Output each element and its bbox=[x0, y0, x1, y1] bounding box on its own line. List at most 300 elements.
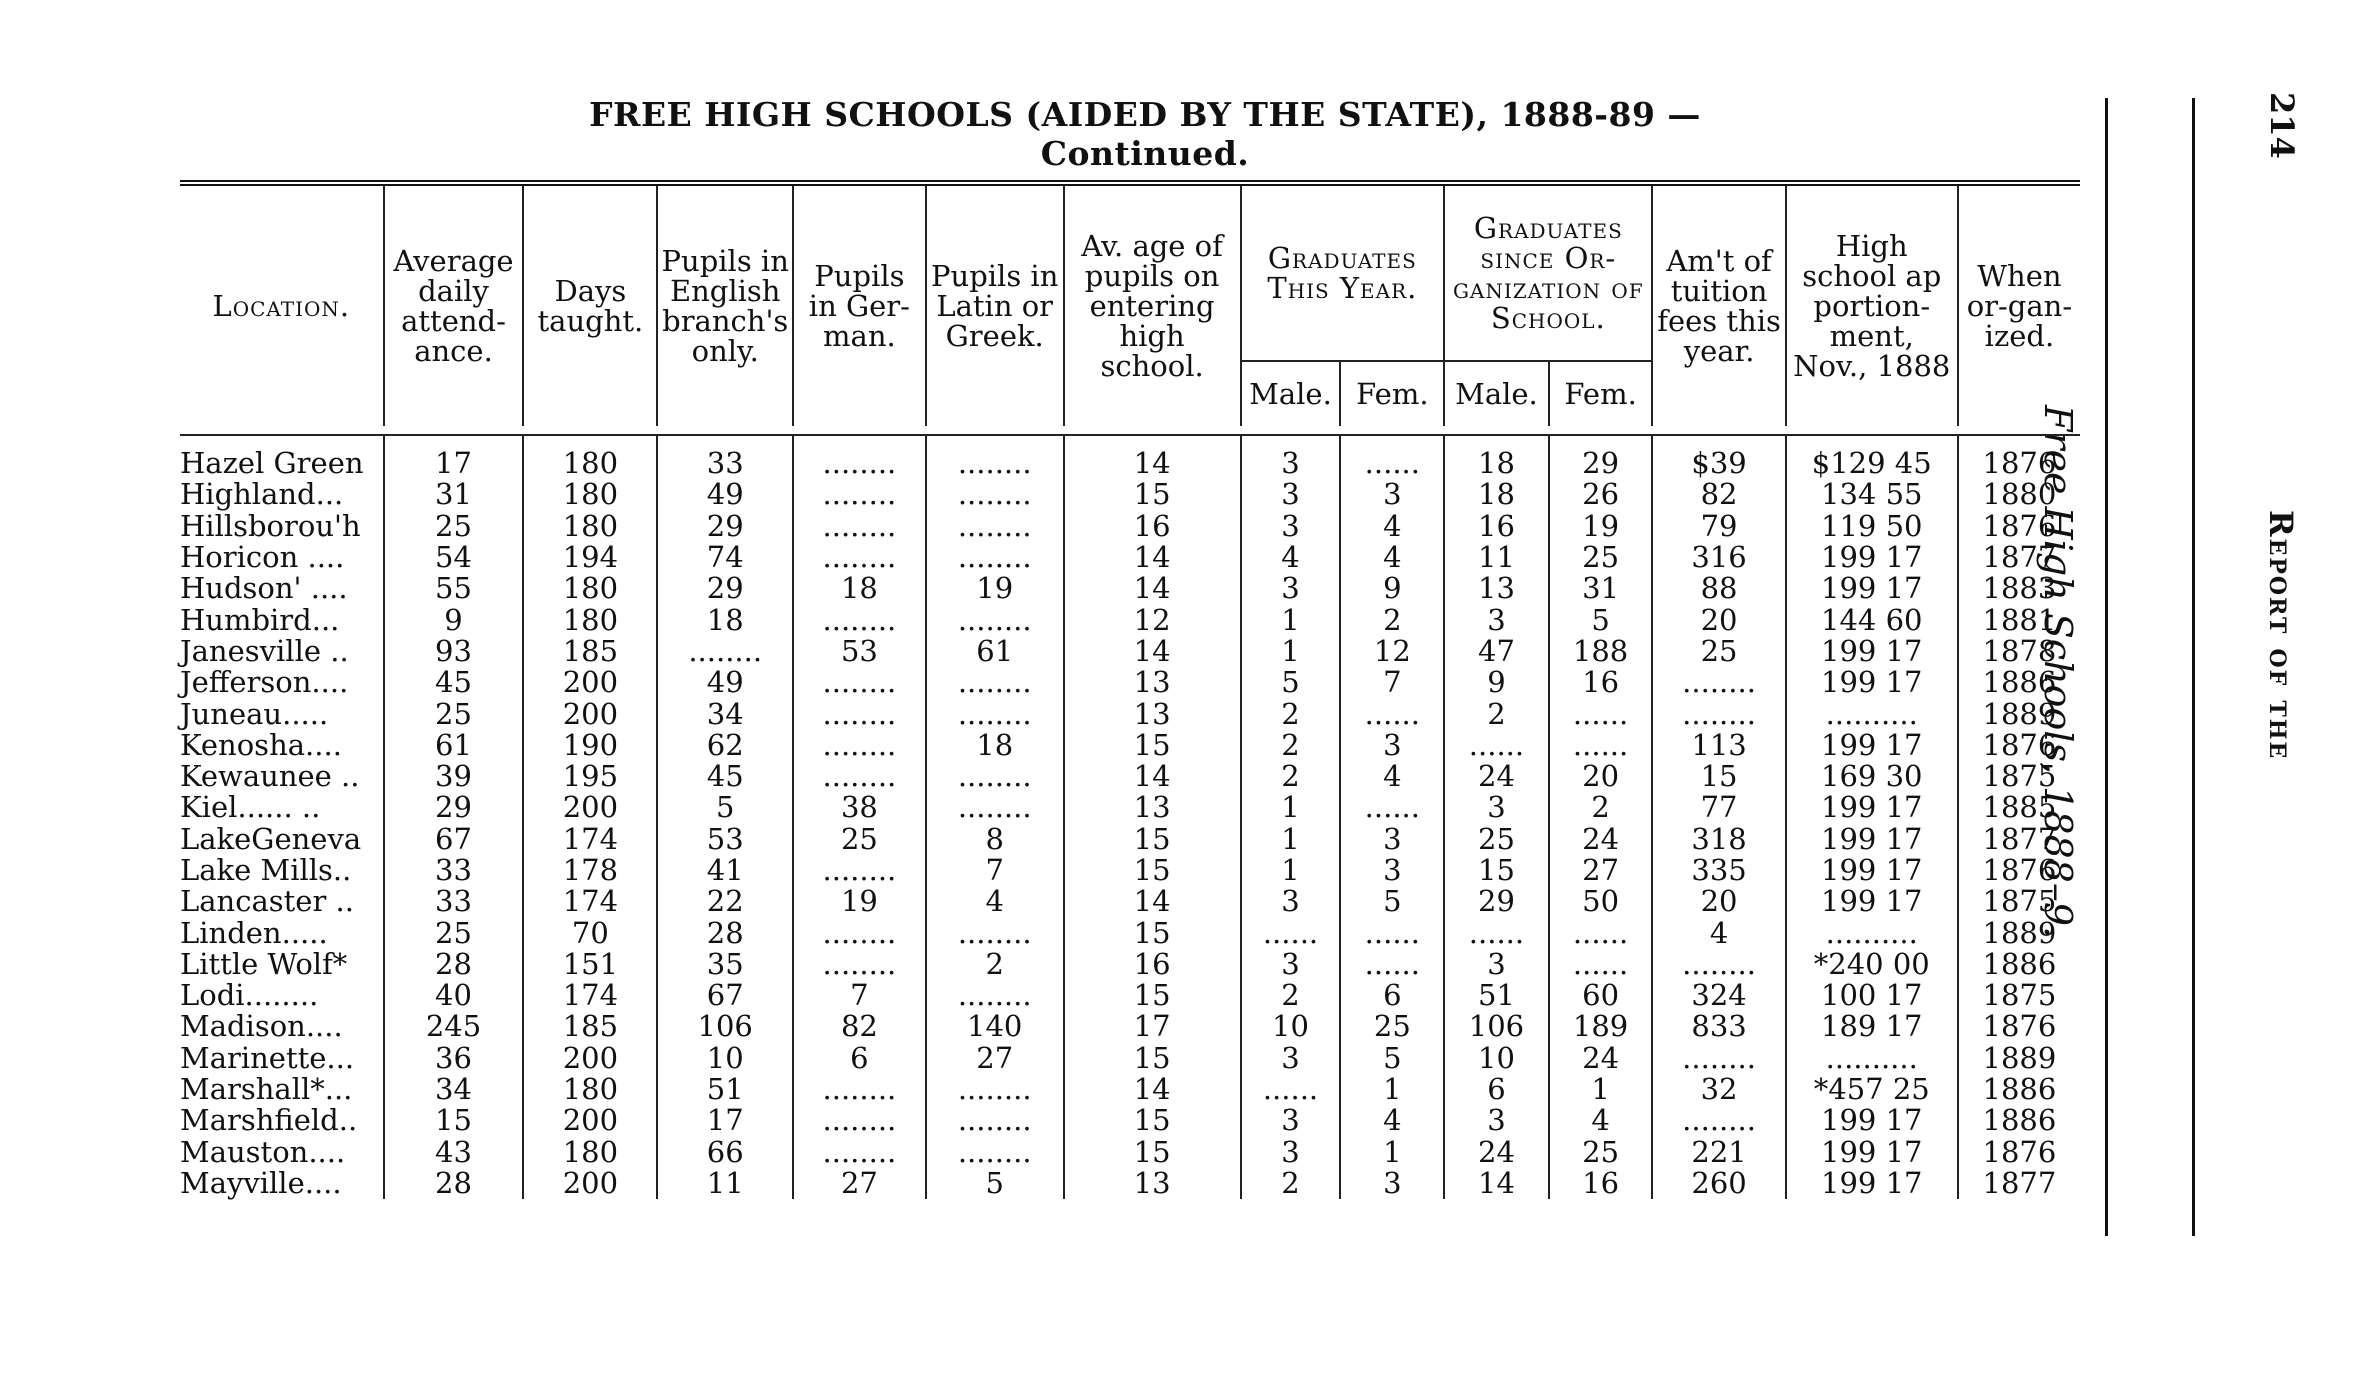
location-cell: Lancaster .. bbox=[180, 884, 354, 919]
tuition-cell: ........ bbox=[1652, 667, 1785, 698]
organized-cell: 1876 bbox=[1958, 1011, 2080, 1042]
since-fem-cell: 25 bbox=[1549, 542, 1653, 573]
organized-cell: 1883 bbox=[1958, 573, 2080, 604]
table-row bbox=[180, 1043, 2080, 1074]
grad-fem-cell: 2 bbox=[1340, 604, 1444, 635]
table-row bbox=[180, 855, 2080, 886]
since-male-cell: 6 bbox=[1444, 1074, 1549, 1105]
location-cell: Horicon .... bbox=[180, 540, 345, 575]
days-cell: 180 bbox=[523, 573, 657, 604]
table-row bbox=[180, 573, 2080, 604]
grad-fem-cell: 3 bbox=[1340, 1168, 1444, 1199]
apportionment-cell: *240 00 bbox=[1786, 949, 1958, 980]
grad-fem-cell: 4 bbox=[1340, 1105, 1444, 1136]
tuition-cell: 113 bbox=[1652, 730, 1785, 761]
german-cell: 53 bbox=[793, 636, 926, 667]
latin-cell: ........ bbox=[926, 542, 1064, 573]
attendance-cell: 29 bbox=[384, 792, 524, 823]
latin-cell: 18 bbox=[926, 730, 1064, 761]
since-fem-cell: 26 bbox=[1549, 479, 1653, 510]
grad-male-cell: 2 bbox=[1241, 698, 1341, 729]
english-cell: 45 bbox=[657, 761, 793, 792]
since-male-cell: 16 bbox=[1444, 511, 1549, 542]
since-fem-cell: ...... bbox=[1549, 698, 1653, 729]
grad-fem-cell: 4 bbox=[1340, 542, 1444, 573]
latin-cell: ........ bbox=[926, 1074, 1064, 1105]
german-cell: ........ bbox=[793, 604, 926, 635]
days-cell: 178 bbox=[523, 855, 657, 886]
english-cell: 34 bbox=[657, 698, 793, 729]
german-cell: ........ bbox=[793, 730, 926, 761]
english-cell: 10 bbox=[657, 1043, 793, 1074]
attendance-cell: 67 bbox=[384, 824, 524, 855]
age-cell: 12 bbox=[1064, 604, 1241, 635]
header-row bbox=[180, 183, 2080, 361]
english-pupils-header: Pupils in English branch's only. bbox=[657, 183, 793, 426]
attendance-cell: 15 bbox=[384, 1105, 524, 1136]
german-cell: 6 bbox=[793, 1043, 926, 1074]
attendance-cell: 31 bbox=[384, 479, 524, 510]
grad-fem-cell: 5 bbox=[1340, 886, 1444, 917]
organized-header: When or-gan-ized. bbox=[1958, 183, 2080, 426]
since-male-cell: ...... bbox=[1444, 917, 1549, 948]
english-cell: 106 bbox=[657, 1011, 793, 1042]
days-cell: 174 bbox=[523, 824, 657, 855]
days-cell: 174 bbox=[523, 980, 657, 1011]
latin-cell: ........ bbox=[926, 1137, 1064, 1168]
grad-fem-cell: 1 bbox=[1340, 1074, 1444, 1105]
german-cell: ........ bbox=[793, 1137, 926, 1168]
age-cell: 14 bbox=[1064, 542, 1241, 573]
grad-fem-cell: ...... bbox=[1340, 917, 1444, 948]
apportionment-cell: 199 17 bbox=[1786, 667, 1958, 698]
apportionment-cell: 199 17 bbox=[1786, 1105, 1958, 1136]
organized-cell: 1881 bbox=[1958, 604, 2080, 635]
since-male-cell: ...... bbox=[1444, 730, 1549, 761]
grad-fem-cell: 3 bbox=[1340, 479, 1444, 510]
grad-fem-cell: 5 bbox=[1340, 1043, 1444, 1074]
age-cell: 16 bbox=[1064, 511, 1241, 542]
organized-cell: 1886 bbox=[1958, 1074, 2080, 1105]
latin-cell: ........ bbox=[926, 479, 1064, 510]
age-cell: 15 bbox=[1064, 1043, 1241, 1074]
grad-fem-cell: 12 bbox=[1340, 636, 1444, 667]
age-cell: 15 bbox=[1064, 1105, 1241, 1136]
table-row bbox=[180, 604, 2080, 635]
location-cell: Little Wolf* bbox=[180, 946, 348, 981]
apportionment-cell: 199 17 bbox=[1786, 824, 1958, 855]
german-pupils-header: Pupils in Ger-man. bbox=[793, 183, 926, 426]
since-male-header: Male. bbox=[1444, 361, 1549, 426]
age-cell: 15 bbox=[1064, 730, 1241, 761]
latin-cell: 27 bbox=[926, 1043, 1064, 1074]
tuition-cell: ........ bbox=[1652, 698, 1785, 729]
grad-male-cell: 2 bbox=[1241, 761, 1341, 792]
days-cell: 185 bbox=[523, 636, 657, 667]
table-row bbox=[180, 1168, 2080, 1199]
attendance-cell: 34 bbox=[384, 1074, 524, 1105]
tuition-cell: 318 bbox=[1652, 824, 1785, 855]
since-fem-cell: 31 bbox=[1549, 573, 1653, 604]
days-cell: 180 bbox=[523, 1074, 657, 1105]
grad-male-cell: 10 bbox=[1241, 1011, 1341, 1042]
attendance-cell: 28 bbox=[384, 1168, 524, 1199]
table-row bbox=[180, 542, 2080, 573]
grad-fem-cell: 4 bbox=[1340, 761, 1444, 792]
attendance-cell: 39 bbox=[384, 761, 524, 792]
since-male-cell: 3 bbox=[1444, 1105, 1549, 1136]
german-cell: ........ bbox=[793, 917, 926, 948]
tuition-cell: 88 bbox=[1652, 573, 1785, 604]
german-cell: 38 bbox=[793, 792, 926, 823]
organized-cell: 1886 bbox=[1958, 949, 2080, 980]
latin-cell: 8 bbox=[926, 824, 1064, 855]
english-cell: 18 bbox=[657, 604, 793, 635]
since-male-cell: 24 bbox=[1444, 1137, 1549, 1168]
tuition-cell: ........ bbox=[1652, 1043, 1785, 1074]
days-taught-header: Days taught. bbox=[523, 183, 657, 426]
apportionment-cell: 199 17 bbox=[1786, 855, 1958, 886]
location-cell: Mayville.... bbox=[180, 1165, 342, 1200]
location-cell: Mauston.... bbox=[180, 1134, 346, 1169]
since-fem-cell: 16 bbox=[1549, 667, 1653, 698]
grad-fem-cell: 4 bbox=[1340, 511, 1444, 542]
organized-cell: 1889 bbox=[1958, 698, 2080, 729]
since-fem-cell: ...... bbox=[1549, 730, 1653, 761]
apportionment-cell: 100 17 bbox=[1786, 980, 1958, 1011]
apportionment-cell: 199 17 bbox=[1786, 1168, 1958, 1199]
grad-fem-cell: 3 bbox=[1340, 730, 1444, 761]
english-cell: 67 bbox=[657, 980, 793, 1011]
location-cell: Kewaunee .. bbox=[180, 759, 360, 794]
table-row bbox=[180, 792, 2080, 823]
age-cell: 15 bbox=[1064, 479, 1241, 510]
days-cell: 200 bbox=[523, 1105, 657, 1136]
apportionment-cell: 189 17 bbox=[1786, 1011, 1958, 1042]
latin-cell: ........ bbox=[926, 667, 1064, 698]
location-cell: Marshfield.. bbox=[180, 1103, 358, 1138]
table-row bbox=[180, 949, 2080, 980]
grad-male-cell: 3 bbox=[1241, 1105, 1341, 1136]
table-row bbox=[180, 886, 2080, 917]
age-cell: 13 bbox=[1064, 1168, 1241, 1199]
attendance-cell: 28 bbox=[384, 949, 524, 980]
apportionment-cell: 119 50 bbox=[1786, 511, 1958, 542]
table-row bbox=[180, 435, 2080, 479]
since-fem-cell: 27 bbox=[1549, 855, 1653, 886]
organized-cell: 1876 bbox=[1958, 1137, 2080, 1168]
apportionment-cell: 199 17 bbox=[1786, 636, 1958, 667]
tuition-cell: 77 bbox=[1652, 792, 1785, 823]
days-cell: 180 bbox=[523, 511, 657, 542]
organized-cell: 1880 bbox=[1958, 479, 2080, 510]
table-row bbox=[180, 667, 2080, 698]
table-row bbox=[180, 636, 2080, 667]
organized-cell: 1878 bbox=[1958, 636, 2080, 667]
page-number: 214 bbox=[2263, 92, 2301, 159]
english-cell: 28 bbox=[657, 917, 793, 948]
latin-cell: ........ bbox=[926, 511, 1064, 542]
attendance-cell: 9 bbox=[384, 604, 524, 635]
latin-cell: ........ bbox=[926, 1105, 1064, 1136]
english-cell: 41 bbox=[657, 855, 793, 886]
german-cell: ........ bbox=[793, 855, 926, 886]
days-cell: 200 bbox=[523, 698, 657, 729]
latin-cell: 7 bbox=[926, 855, 1064, 886]
schools-table bbox=[180, 180, 2080, 1199]
tuition-cell: 32 bbox=[1652, 1074, 1785, 1105]
organized-cell: 1886 bbox=[1958, 667, 2080, 698]
german-cell: ........ bbox=[793, 1105, 926, 1136]
apportionment-cell: 199 17 bbox=[1786, 573, 1958, 604]
location-cell: Kiel...... .. bbox=[180, 790, 321, 825]
apportionment-header: High school ap portion-ment, Nov., 1888 bbox=[1786, 183, 1958, 426]
grad-fem-cell: 3 bbox=[1340, 855, 1444, 886]
age-cell: 14 bbox=[1064, 761, 1241, 792]
organized-cell: 1875 bbox=[1958, 980, 2080, 1011]
since-fem-cell: 24 bbox=[1549, 1043, 1653, 1074]
organized-cell: 1889 bbox=[1958, 917, 2080, 948]
since-fem-cell: 16 bbox=[1549, 1168, 1653, 1199]
since-male-cell: 10 bbox=[1444, 1043, 1549, 1074]
since-fem-cell: 4 bbox=[1549, 1105, 1653, 1136]
days-cell: 180 bbox=[523, 604, 657, 635]
latin-cell: 2 bbox=[926, 949, 1064, 980]
location-cell: Lake Mills.. bbox=[180, 853, 352, 887]
grad-fem-cell: 6 bbox=[1340, 980, 1444, 1011]
graduates-since-header: Graduates since Or-ganization of School. bbox=[1444, 183, 1652, 361]
days-cell: 195 bbox=[523, 761, 657, 792]
age-cell: 16 bbox=[1064, 949, 1241, 980]
days-cell: 185 bbox=[523, 1011, 657, 1042]
english-cell: 62 bbox=[657, 730, 793, 761]
age-cell: 14 bbox=[1064, 573, 1241, 604]
grad-fem-cell: ...... bbox=[1340, 698, 1444, 729]
grad-male-cell: 1 bbox=[1241, 855, 1341, 886]
attendance-cell: 93 bbox=[384, 636, 524, 667]
apportionment-cell: .......... bbox=[1786, 698, 1958, 729]
grad-fem-cell: ...... bbox=[1340, 435, 1444, 479]
grad-male-cell: 3 bbox=[1241, 1137, 1341, 1168]
since-fem-cell: 188 bbox=[1549, 636, 1653, 667]
location-cell: Janesville .. bbox=[180, 633, 349, 668]
german-cell: ........ bbox=[793, 761, 926, 792]
grad-fem-cell: 3 bbox=[1340, 824, 1444, 855]
english-cell: 35 bbox=[657, 949, 793, 980]
since-fem-cell: 189 bbox=[1549, 1011, 1653, 1042]
table-row bbox=[180, 1137, 2080, 1168]
tuition-cell: ........ bbox=[1652, 949, 1785, 980]
table-row bbox=[180, 980, 2080, 1011]
page-right-rule bbox=[2105, 98, 2108, 1236]
german-cell: ........ bbox=[793, 949, 926, 980]
age-cell: 14 bbox=[1064, 1074, 1241, 1105]
german-cell: 25 bbox=[793, 824, 926, 855]
grad-male-cell: 3 bbox=[1241, 511, 1341, 542]
grad-male-cell: 3 bbox=[1241, 479, 1341, 510]
location-cell: Linden..... bbox=[180, 915, 328, 950]
tuition-cell: 324 bbox=[1652, 980, 1785, 1011]
organized-cell: 1877 bbox=[1958, 1168, 2080, 1199]
english-cell: 66 bbox=[657, 1137, 793, 1168]
latin-cell: ........ bbox=[926, 792, 1064, 823]
german-cell: 18 bbox=[793, 573, 926, 604]
english-cell: 5 bbox=[657, 792, 793, 823]
avg-age-header: Av. age of pupils on entering high school. bbox=[1064, 183, 1241, 426]
english-cell: 51 bbox=[657, 1074, 793, 1105]
tuition-cell: 221 bbox=[1652, 1137, 1785, 1168]
header-separator bbox=[180, 426, 2080, 435]
grad-male-cell: 3 bbox=[1241, 1043, 1341, 1074]
side-report-heading: Report of the bbox=[2262, 510, 2300, 761]
attendance-cell: 54 bbox=[384, 542, 524, 573]
grad-fem-cell: 1 bbox=[1340, 1137, 1444, 1168]
tuition-cell: 15 bbox=[1652, 761, 1785, 792]
latin-cell: ........ bbox=[926, 604, 1064, 635]
tuition-cell: 833 bbox=[1652, 1011, 1785, 1042]
grad-male-cell: 1 bbox=[1241, 824, 1341, 855]
german-cell: ........ bbox=[793, 1074, 926, 1105]
tuition-cell: 20 bbox=[1652, 886, 1785, 917]
age-cell: 14 bbox=[1064, 636, 1241, 667]
age-cell: 13 bbox=[1064, 667, 1241, 698]
latin-cell: ........ bbox=[926, 698, 1064, 729]
grad-male-cell: 3 bbox=[1241, 949, 1341, 980]
tuition-cell: 316 bbox=[1652, 542, 1785, 573]
age-cell: 15 bbox=[1064, 980, 1241, 1011]
latin-pupils-header: Pupils in Latin or Greek. bbox=[926, 183, 1064, 426]
grad-male-cell: 2 bbox=[1241, 1168, 1341, 1199]
german-cell: ........ bbox=[793, 542, 926, 573]
location-cell: Hudson' .... bbox=[180, 571, 348, 606]
since-male-cell: 9 bbox=[1444, 667, 1549, 698]
days-cell: 180 bbox=[523, 1137, 657, 1168]
age-cell: 14 bbox=[1064, 435, 1241, 479]
attendance-cell: 40 bbox=[384, 980, 524, 1011]
latin-cell: 19 bbox=[926, 573, 1064, 604]
age-cell: 13 bbox=[1064, 792, 1241, 823]
attendance-cell: 17 bbox=[384, 435, 524, 479]
days-cell: 190 bbox=[523, 730, 657, 761]
grad-fem-cell: ...... bbox=[1340, 949, 1444, 980]
tuition-header: Am't of tuition fees this year. bbox=[1652, 183, 1785, 426]
grad-fem-cell: 9 bbox=[1340, 573, 1444, 604]
apportionment-cell: 169 30 bbox=[1786, 761, 1958, 792]
english-cell: 22 bbox=[657, 886, 793, 917]
location-cell: Hillsborou'h bbox=[180, 508, 361, 543]
tuition-cell: 25 bbox=[1652, 636, 1785, 667]
since-male-cell: 106 bbox=[1444, 1011, 1549, 1042]
english-cell: ........ bbox=[657, 636, 793, 667]
days-cell: 194 bbox=[523, 542, 657, 573]
days-cell: 180 bbox=[523, 435, 657, 479]
apportionment-cell: 134 55 bbox=[1786, 479, 1958, 510]
attendance-cell: 33 bbox=[384, 886, 524, 917]
latin-cell: 5 bbox=[926, 1168, 1064, 1199]
since-male-cell: 51 bbox=[1444, 980, 1549, 1011]
apportionment-cell: 199 17 bbox=[1786, 1137, 1958, 1168]
english-cell: 53 bbox=[657, 824, 793, 855]
days-cell: 180 bbox=[523, 479, 657, 510]
apportionment-cell: .......... bbox=[1786, 1043, 1958, 1074]
grad-fem-header: Fem. bbox=[1340, 361, 1444, 426]
days-cell: 174 bbox=[523, 886, 657, 917]
english-cell: 49 bbox=[657, 479, 793, 510]
since-male-cell: 11 bbox=[1444, 542, 1549, 573]
attendance-cell: 33 bbox=[384, 855, 524, 886]
age-cell: 15 bbox=[1064, 917, 1241, 948]
since-male-cell: 18 bbox=[1444, 435, 1549, 479]
since-fem-cell: 29 bbox=[1549, 435, 1653, 479]
since-fem-cell: 60 bbox=[1549, 980, 1653, 1011]
attendance-cell: 36 bbox=[384, 1043, 524, 1074]
grad-male-cell: 1 bbox=[1241, 636, 1341, 667]
age-cell: 14 bbox=[1064, 886, 1241, 917]
tuition-cell: 4 bbox=[1652, 917, 1785, 948]
english-cell: 29 bbox=[657, 511, 793, 542]
grad-male-cell: ...... bbox=[1241, 917, 1341, 948]
table-row bbox=[180, 1074, 2080, 1105]
organized-cell: 1875 bbox=[1958, 761, 2080, 792]
since-fem-cell: 25 bbox=[1549, 1137, 1653, 1168]
english-cell: 29 bbox=[657, 573, 793, 604]
since-fem-cell: 20 bbox=[1549, 761, 1653, 792]
table-row bbox=[180, 917, 2080, 948]
since-male-cell: 15 bbox=[1444, 855, 1549, 886]
location-cell: Humbird... bbox=[180, 602, 340, 637]
german-cell: 7 bbox=[793, 980, 926, 1011]
attendance-cell: 25 bbox=[384, 698, 524, 729]
since-male-cell: 14 bbox=[1444, 1168, 1549, 1199]
attendance-cell: 43 bbox=[384, 1137, 524, 1168]
location-header: Location. bbox=[212, 289, 351, 323]
english-cell: 33 bbox=[657, 435, 793, 479]
latin-cell: ........ bbox=[926, 435, 1064, 479]
tuition-cell: 260 bbox=[1652, 1168, 1785, 1199]
organized-cell: 1876 bbox=[1958, 730, 2080, 761]
grad-male-cell: 2 bbox=[1241, 730, 1341, 761]
organized-cell: 1876 bbox=[1958, 435, 2080, 479]
since-male-cell: 47 bbox=[1444, 636, 1549, 667]
table-row bbox=[180, 730, 2080, 761]
latin-cell: 61 bbox=[926, 636, 1064, 667]
tuition-cell: 20 bbox=[1652, 604, 1785, 635]
grad-male-header: Male. bbox=[1241, 361, 1341, 426]
tuition-cell: 79 bbox=[1652, 511, 1785, 542]
since-fem-header: Fem. bbox=[1549, 361, 1653, 426]
since-male-cell: 29 bbox=[1444, 886, 1549, 917]
organized-cell: 1877 bbox=[1958, 824, 2080, 855]
attendance-cell: 61 bbox=[384, 730, 524, 761]
english-cell: 11 bbox=[657, 1168, 793, 1199]
grad-fem-cell: 25 bbox=[1340, 1011, 1444, 1042]
page-right-rule-2 bbox=[2192, 98, 2195, 1236]
location-cell: Marinette... bbox=[180, 1040, 355, 1075]
location-cell: Kenosha.... bbox=[180, 727, 342, 762]
location-cell: LakeGeneva bbox=[180, 821, 362, 856]
english-cell: 74 bbox=[657, 542, 793, 573]
german-cell: 82 bbox=[793, 1011, 926, 1042]
grad-male-cell: 3 bbox=[1241, 573, 1341, 604]
days-cell: 200 bbox=[523, 667, 657, 698]
tuition-cell: 335 bbox=[1652, 855, 1785, 886]
latin-cell: ........ bbox=[926, 917, 1064, 948]
days-cell: 70 bbox=[523, 917, 657, 948]
table-row bbox=[180, 824, 2080, 855]
table-header bbox=[180, 183, 2080, 435]
grad-fem-cell: 7 bbox=[1340, 667, 1444, 698]
apportionment-cell: .......... bbox=[1786, 917, 1958, 948]
